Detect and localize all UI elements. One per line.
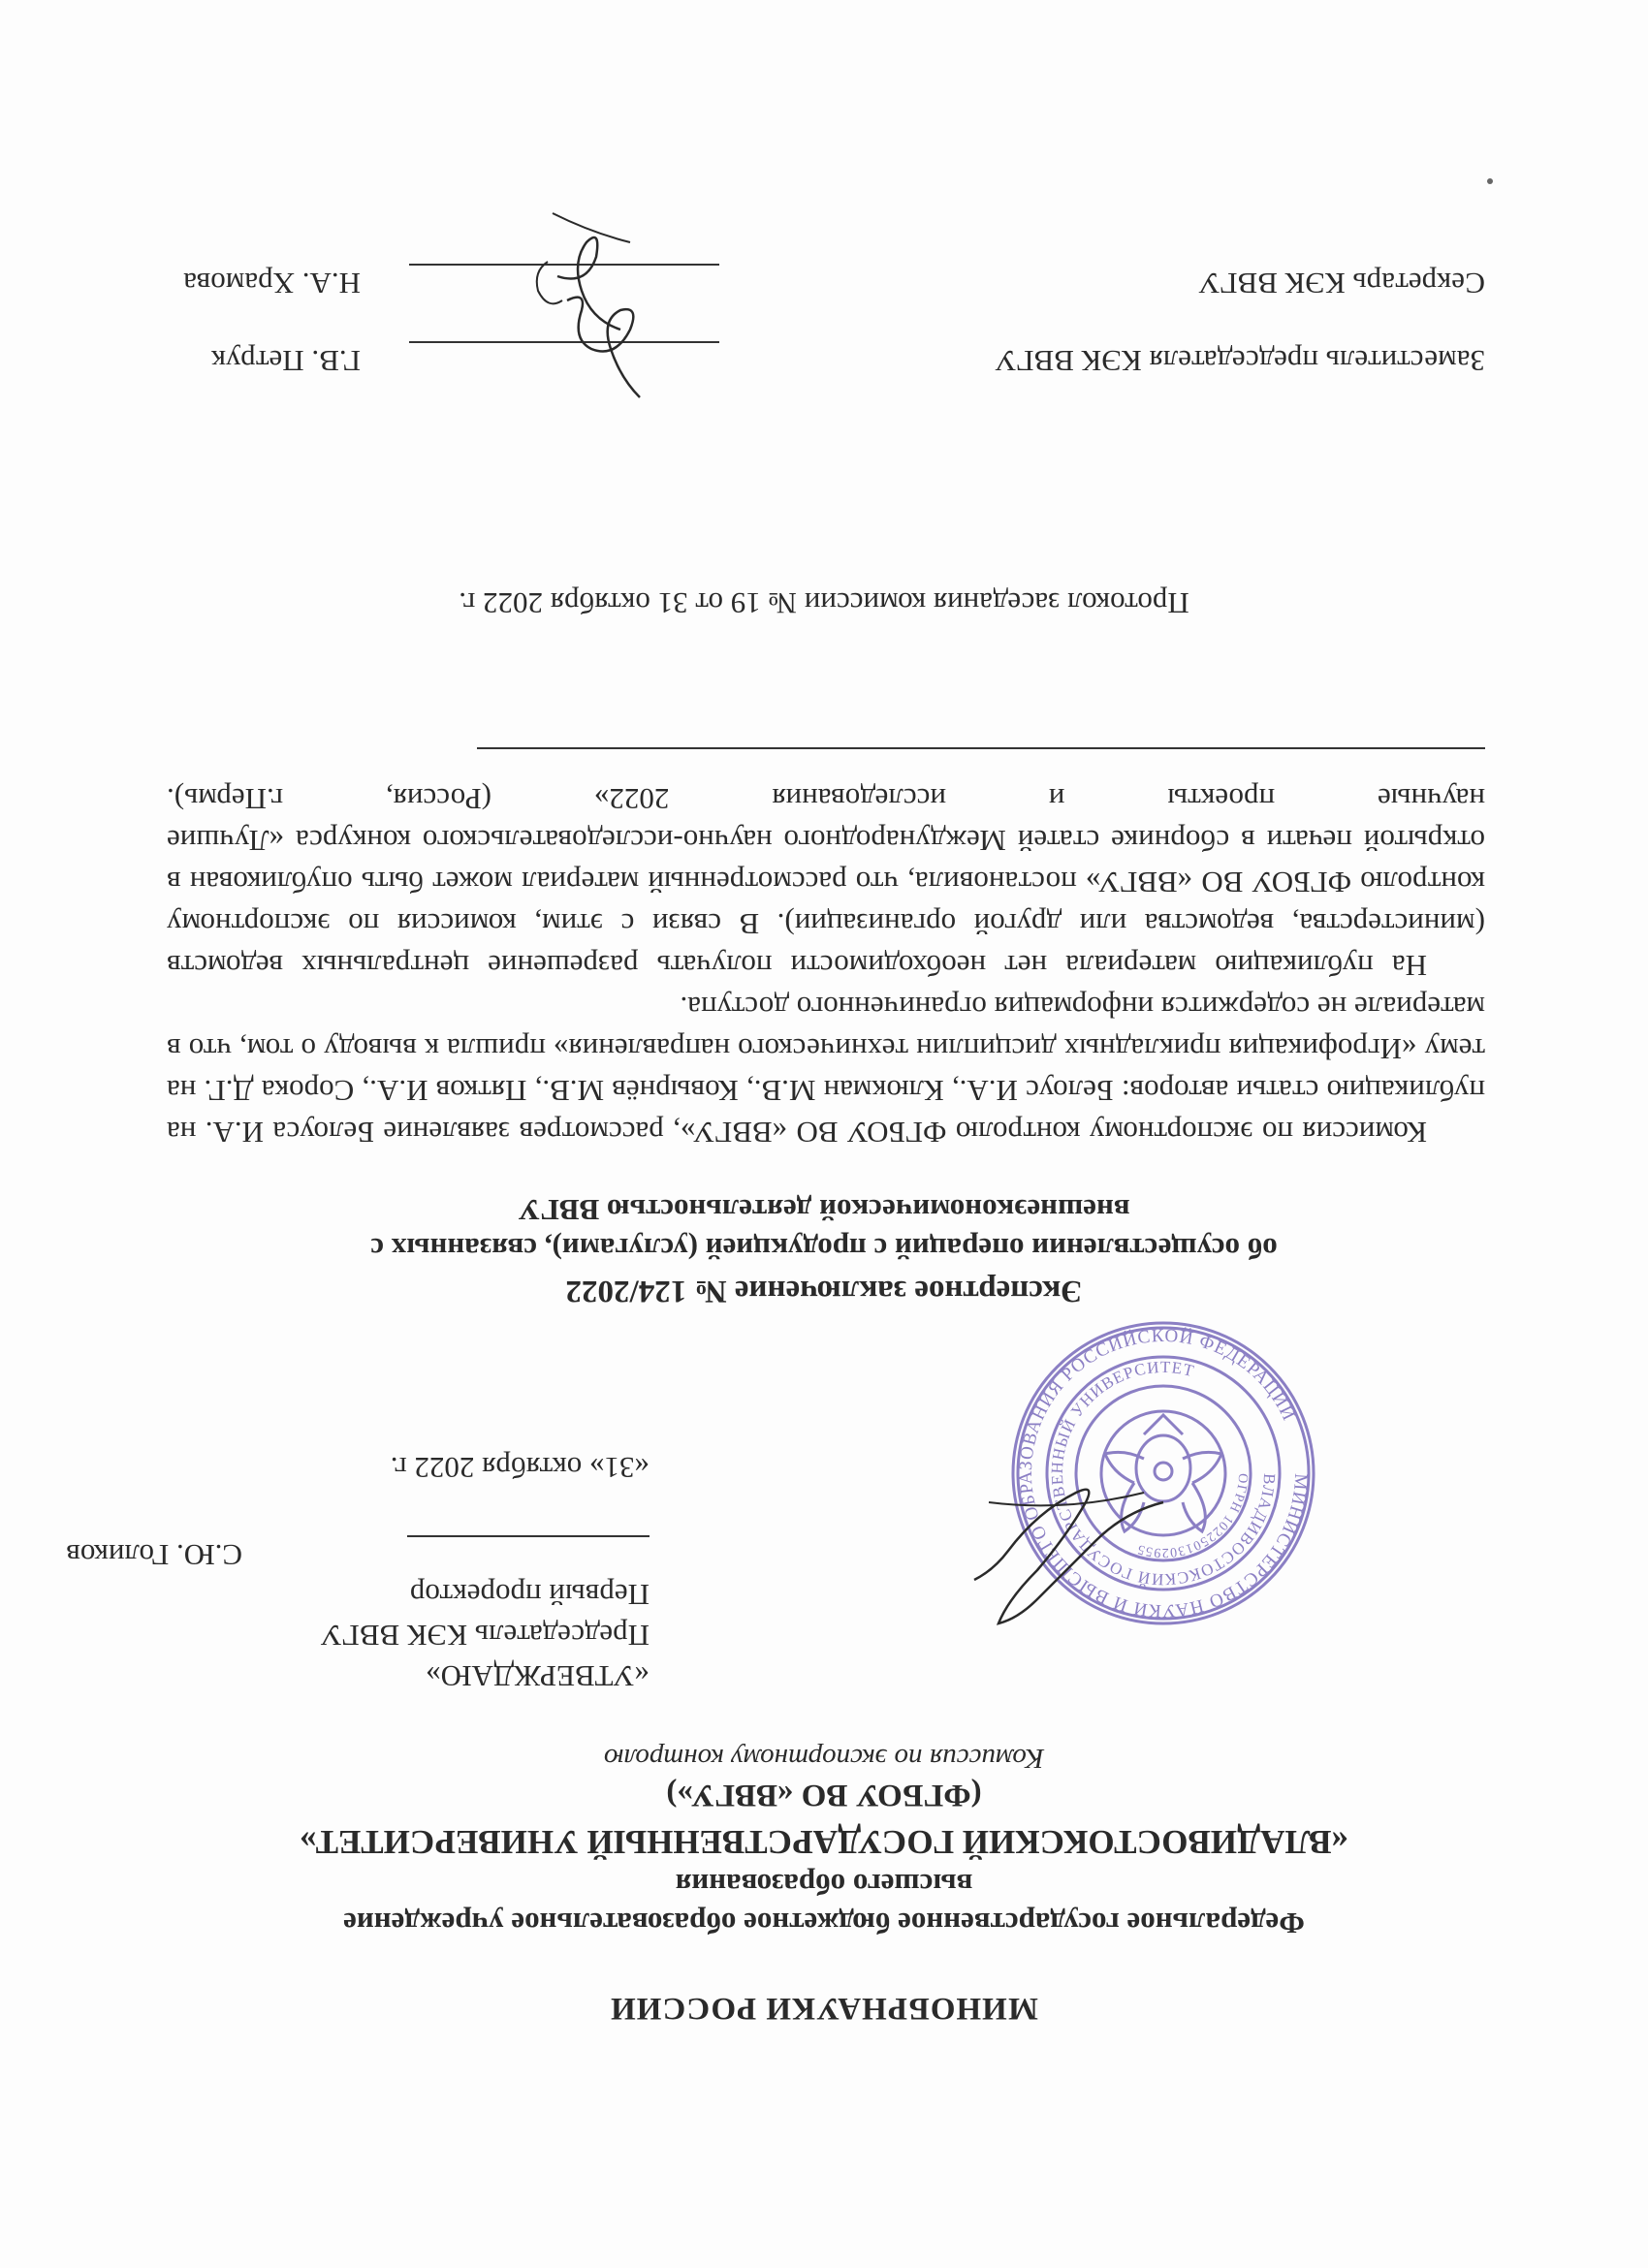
conclusion-subtitle-line2: внешнеэкономической деятельностью ВВГУ: [518, 1193, 1130, 1227]
blank-fill-line: [477, 747, 1485, 769]
conclusion-body: [167, 737, 1485, 1153]
signature-row-secretary: [128, 252, 1485, 300]
approver-name: С.Ю. Голиков: [66, 1538, 242, 1572]
conclusion-title: Экспертное заключение № 124/2022: [565, 1274, 1083, 1308]
commission-subtitle: Комиссия по экспортному контролю: [603, 1743, 1045, 1774]
approver-handwritten-signature: [911, 1454, 1202, 1648]
approval-block: [321, 1574, 650, 1696]
seal-middle-text: ВЛАДИВОСТОКСКИЙ ГОСУДАРСТВЕННЫЙ УНИВЕРСИТЕТ: [1047, 1357, 1280, 1590]
seal-outer-text: МИНИСТЕРСТВО НАУКИ И ВЫСШЕГО ОБРАЗОВАНИЯ РОССИЙСКОЙ ФЕДЕРАЦИИ: [1015, 1325, 1312, 1622]
signature-row-deputy: [128, 330, 1485, 378]
protocol-reference: Протокол заседания комиссии № 19 от 31 октября 2022 г.: [459, 586, 1189, 620]
approval-role2: Первый проректор: [409, 1578, 650, 1612]
conclusion-paragraph-1: Комиссия по экспортному контролю ФГБОУ ВО «ВВГУ», рассмотрев заявление Белоуса И.А. на публикацию статьи авторов: Белоус И.А., Клюкман М.В., Ковырнёв М.В., Пятков И.А., Сорока Д.Г. на тему «Игрофикация прикладных дисциплин технического направления» пришла к выводу о том, что в материале не содержится информация ограниченного доступа.: [167, 991, 1485, 1150]
org-abbreviation: (ФГБОУ ВО «ВВГУ»): [666, 1778, 982, 1812]
seal-inner-text: ОГРН 1022501302955: [1135, 1472, 1251, 1560]
approval-date: «31» октября 2022 г.: [390, 1451, 650, 1485]
approval-label: «УТВЕРЖДАЮ»: [426, 1659, 650, 1693]
conclusion-paragraph-2: [167, 737, 1485, 987]
org-name-line1: Федеральное государственное бюджетное образовательное учреждение: [343, 1906, 1305, 1940]
signature-name: Г.В. Петрук: [210, 344, 361, 378]
signature-name: Н.А. Храмова: [183, 267, 361, 300]
conclusion-paragraph-2-text: На публикацию материала нет необходимости получать разрешение центральных ведомств (министерства, ведомства или другой организации). В связи с этим, комиссия по экспортному контролю ФГБОУ ВО «ВВГУ» постановила, что рассмотренный материал может быть опубликован в открытой печати в сборнике статей Международного научно-исследовательского конкурса «Лучшие научные проекты и исследования 2022» (Россия, г.Пермь).: [167, 782, 1485, 983]
ministry-heading: МИНОБРНАУКИ РОССИИ: [610, 1991, 1038, 2026]
signature-role: Секретарь КЭК ВВГУ: [1198, 267, 1485, 300]
org-name-line2: высшего образования: [675, 1868, 973, 1902]
conclusion-subtitle-line1: об осуществлении операций с продукцией (услугами), связанных с: [370, 1232, 1278, 1266]
scan-speck: [1487, 178, 1493, 184]
signature-role: Заместитель председателя КЭК ВВГУ: [995, 344, 1485, 378]
org-name-line3: «ВЛАДИВОСТОКСКИЙ ГОСУДАРСТВЕННЫЙ УНИВЕРСИТЕТ»: [300, 1823, 1348, 1861]
handwritten-signatures: [485, 204, 679, 436]
approval-role1: Председатель КЭК ВВГУ: [320, 1619, 650, 1653]
approver-signature-line: [407, 1535, 650, 1537]
